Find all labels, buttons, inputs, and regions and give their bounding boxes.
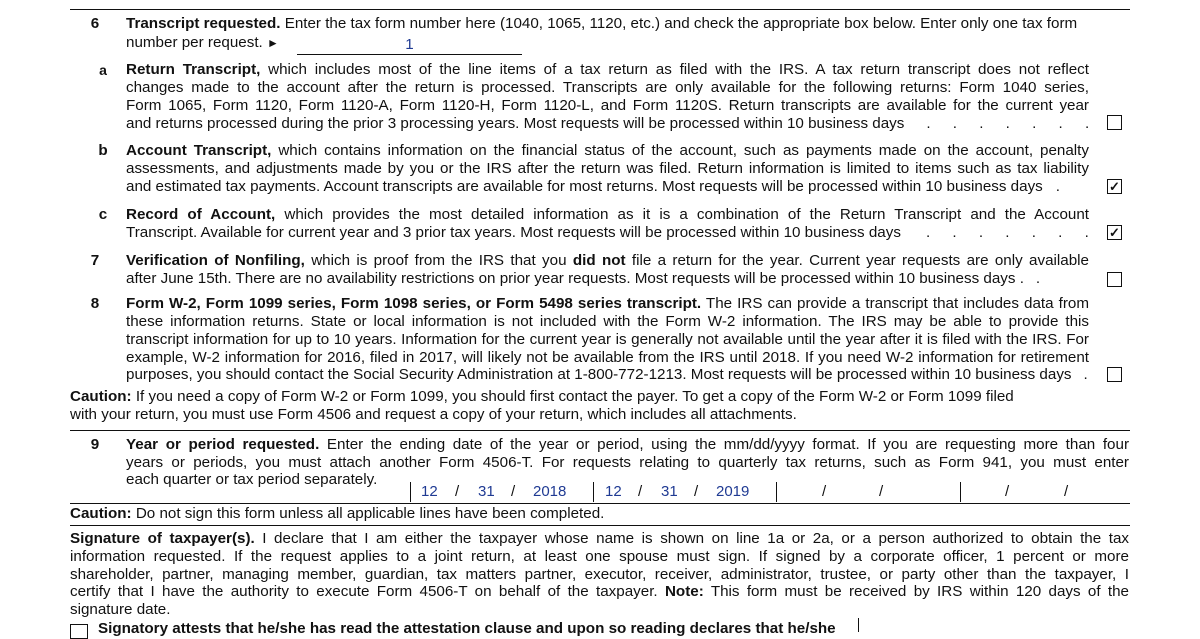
- line-9-text-1: Enter the ending date of the year or period, using the mm/dd/yyyy format. If you are requesting more than four: [319, 436, 1130, 453]
- line-8-row-5: [126, 366, 1088, 384]
- line-7-text-1a: which is proof from the IRS that you: [304, 252, 573, 269]
- date-field-divider: [410, 482, 411, 502]
- caution-sign-text: Do not sign this form unless all applicable lines have been completed.: [131, 505, 605, 522]
- line-6a-letter: a: [99, 62, 107, 78]
- line-6-text: [126, 15, 1077, 33]
- date-field-divider: [776, 482, 777, 502]
- signature-row-3: shareholder, partner, managing member, guardian, tax matters partner, executor, receiver, administrator, trustee, or party other than the taxpayer, I: [70, 566, 1129, 583]
- line-7-text-1c: file a return for the year. Current year requests are only available: [625, 252, 1089, 269]
- signature-row-5: signature date.: [70, 601, 171, 618]
- line-7-row-1: [126, 252, 1089, 270]
- check-icon: ✓: [1109, 225, 1120, 240]
- date-2-month: 12: [605, 483, 622, 500]
- leader-dots: .: [1083, 366, 1088, 383]
- signature-heading: Signature of taxpayer(s).: [70, 530, 255, 547]
- date-field-divider: [960, 482, 961, 502]
- line-6c-text-2: Transcript. Available for current year and 3 prior tax years. Most requests will be processed within 10 business days: [126, 224, 901, 241]
- line-7-emphasis: did not: [572, 252, 626, 269]
- caution-copy-row-1: [70, 388, 1014, 406]
- line-7-text-2: after June 15th. There are no availability restrictions on prior year requests. Most requests will be processed within 10 business days .: [126, 270, 1024, 287]
- line-8-text-5: purposes, you should contact the Social Security Administration at 1-800-772-1213. Most requests will be processed within 10 business days: [126, 366, 1072, 383]
- line-8-row-2: these information returns. State or local information is not included with the Form W-2 information. The IRS may be able to provide this: [126, 313, 1089, 330]
- line-6a-row-2: changes made to the account after the return is processed. Transcripts are only available for the following returns: Form 1040 series,: [126, 79, 1089, 96]
- check-icon: ✓: [1109, 179, 1120, 194]
- caution-sign-row: [70, 505, 604, 523]
- date-2-day: 31: [661, 483, 678, 500]
- line-6a-row-1: [126, 61, 1089, 79]
- line-8-row-1: [126, 295, 1089, 313]
- signature-row-2: information requested. If the request applies to a joint return, at least one spouse must sign. If signed by a corporate officer, 1 percent or more: [70, 548, 1129, 565]
- date-1-day: 31: [478, 483, 495, 500]
- leader-dots: .: [1035, 270, 1041, 287]
- line-7-number: 7: [90, 252, 100, 269]
- line-9-row-2: years or periods, you must attach another Form 4506-T. For requests relating to quarterly tax returns, such as Form 941, you must enter: [126, 454, 1129, 471]
- date-separator: /: [511, 483, 516, 500]
- line-7-row-2: [126, 270, 1040, 288]
- line-8-text-1: The IRS can provide a transcript that includes data from: [701, 295, 1089, 312]
- line-6c-row-1: [126, 206, 1089, 224]
- signature-text-4a: certify that I have the authority to execute Form 4506-T on behalf of the taxpayer.: [70, 583, 665, 600]
- signature-note-label: Note:: [664, 583, 704, 600]
- line-6-per-request: number per request.: [126, 34, 263, 51]
- caution-label: Caution:: [70, 388, 132, 405]
- line-6c-row-2: [126, 224, 1098, 242]
- line-6-text-1: Enter the tax form number here (1040, 1065, 1120, etc.) and check the appropriate box below. Enter only one tax form: [280, 15, 1078, 32]
- date-2-year: 2019: [716, 483, 750, 500]
- date-separator: /: [879, 483, 884, 500]
- date-1-year: 2018: [533, 483, 567, 500]
- line-6b-text-1: which contains information on the financial status of the account, such as payments made on the account, penalty: [271, 142, 1089, 159]
- tax-form-number-value: 1: [405, 36, 414, 53]
- leader-dots: . . . . . . .: [925, 224, 1098, 241]
- w2-1099-transcript-checkbox[interactable]: [1107, 367, 1122, 382]
- top-rule: [70, 9, 1130, 10]
- line-9-heading: Year or period requested.: [126, 436, 320, 453]
- caution-copy-text-1: If you need a copy of Form W-2 or Form 1099, you should first contact the payer. To get a copy of the Form W-2 or Form 1099 filed: [131, 388, 1014, 405]
- signature-text-4c: This form must be received by IRS within 120 days of the: [703, 583, 1129, 600]
- tax-form-number-field[interactable]: [297, 35, 522, 55]
- line-6c-letter: c: [98, 206, 108, 223]
- signature-text-1: I declare that I am either the taxpayer whose name is shown on line 1a or 2a, or a person authorized to obtain the tax: [254, 530, 1129, 547]
- line-6c-text-1: which provides the most detailed information as it is a combination of the Return Transcript and the Account: [275, 206, 1089, 223]
- line-6b-row-1: [126, 142, 1089, 160]
- attestation-text: Signatory attests that he/she has read the attestation clause and upon so reading declares that he/she: [98, 620, 836, 637]
- verification-of-nonfiling-checkbox[interactable]: [1107, 272, 1122, 287]
- line-6a-text-1: which includes most of the line items of a tax return as filed with the IRS. A tax return transcript does not reflect: [260, 61, 1089, 78]
- date-separator: /: [638, 483, 643, 500]
- date-1-month: 12: [421, 483, 438, 500]
- line-8-heading: Form W-2, Form 1099 series, Form 1098 series, or Form 5498 series transcript.: [126, 295, 702, 312]
- signature-row-1: [70, 530, 1129, 548]
- line-6a-row-3: Form 1065, Form 1120, Form 1120-A, Form 1120-H, Form 1120-L, and Form 1120S. Return transcripts are available for the current year: [126, 97, 1089, 114]
- line-6b-row-2: assessments, and adjustments made by you or the IRS after the return was filed. Return information is limited to items such as tax liability: [126, 160, 1089, 177]
- line-7-heading: Verification of Nonfiling,: [126, 252, 305, 269]
- date-separator: /: [455, 483, 460, 500]
- attestation-checkbox[interactable]: [70, 624, 88, 639]
- caution-label: Caution:: [70, 505, 132, 522]
- leader-dots: .: [1055, 178, 1060, 195]
- date-separator: /: [822, 483, 827, 500]
- section-rule: [70, 503, 1130, 504]
- line-9-row-1: [126, 436, 1129, 454]
- line-8-row-3: transcript information for up to 10 years. Information for the current year is generally not available until the year after it is filed with the IRS. For: [126, 331, 1089, 348]
- section-rule: [70, 430, 1130, 431]
- line-9-row-3: each quarter or tax period separately.: [126, 471, 378, 488]
- leader-dots: . . . . . . .: [926, 115, 1099, 132]
- date-separator: /: [1005, 483, 1010, 500]
- signature-row-4: [70, 583, 1129, 601]
- line-6a-heading: Return Transcript,: [126, 61, 261, 78]
- caution-copy-row-2: with your return, you must use Form 4506 and request a copy of your return, which includes all attachments.: [70, 406, 797, 423]
- line-9-number: 9: [90, 436, 100, 453]
- line-6c-heading: Record of Account,: [126, 206, 276, 223]
- date-separator: /: [694, 483, 699, 500]
- record-of-account-checkbox[interactable]: [1107, 225, 1122, 240]
- line-6a-text-4: and returns processed during the prior 3 processing years. Most requests will be processed within 10 business days: [126, 115, 905, 132]
- line-8-number: 8: [90, 295, 100, 312]
- section-rule: [70, 525, 1130, 526]
- account-transcript-checkbox[interactable]: [1107, 179, 1122, 194]
- line-6-text-2: [126, 34, 279, 52]
- line-6-number: 6: [90, 15, 100, 32]
- date-separator: /: [1064, 483, 1069, 500]
- line-6-heading: Transcript requested.: [126, 15, 281, 32]
- date-field-divider: [593, 482, 594, 502]
- arrow-right-icon: ►: [267, 36, 279, 50]
- line-6b-text-3: and estimated tax payments. Account transcripts are available for most returns. Most requests will be processed within 10 business days: [126, 178, 1043, 195]
- line-6b-heading: Account Transcript,: [126, 142, 272, 159]
- line-6a-row-4: [126, 115, 1098, 133]
- line-6b-row-3: [126, 178, 1060, 196]
- return-transcript-checkbox[interactable]: [1107, 115, 1122, 130]
- line-8-row-4: example, W-2 information for 2016, filed in 2017, will likely not be available from the IRS until 2018. If you need W-2 information for retirement: [126, 349, 1089, 366]
- line-6b-letter: b: [98, 142, 108, 159]
